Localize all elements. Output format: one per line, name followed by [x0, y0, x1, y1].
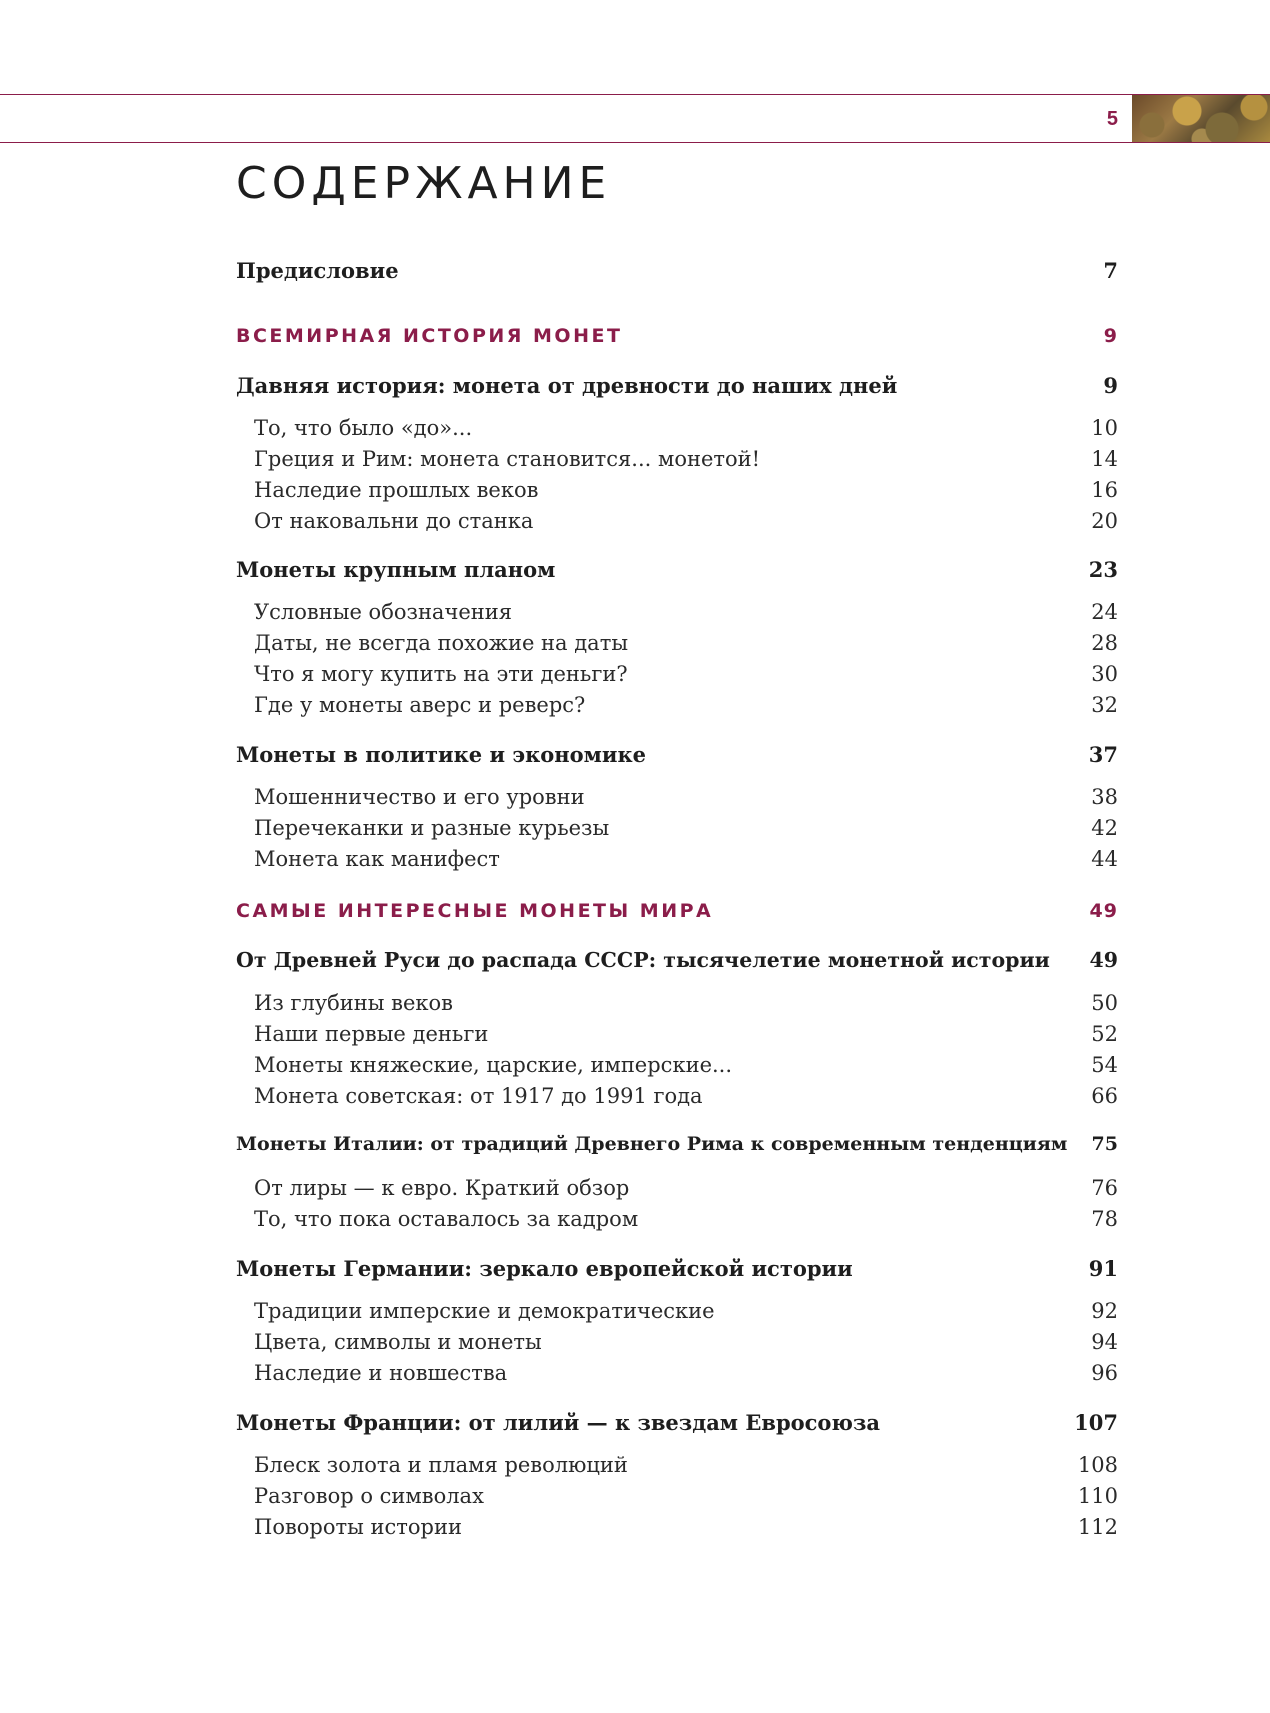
toc-section[interactable] — [236, 1330, 1118, 1360]
toc-section-label: Мошенничество и его уровни — [254, 785, 585, 809]
toc-section[interactable] — [236, 1053, 1118, 1083]
toc-chapter-label: От Древней Руси до распада СССР: тысячелетие монетной истории — [236, 948, 1050, 972]
toc-section-page: 78 — [1091, 1207, 1118, 1231]
toc-section-page: 112 — [1077, 1515, 1118, 1539]
toc-section-page: 38 — [1091, 785, 1118, 809]
toc-chapter-page: 91 — [1088, 1256, 1118, 1281]
toc-section-page: 28 — [1091, 631, 1118, 655]
toc-chapter-page: 9 — [1103, 373, 1118, 398]
page-title: СОДЕРЖАНИЕ — [236, 158, 612, 209]
toc-section-page: 30 — [1091, 662, 1118, 686]
toc-section-page: 44 — [1091, 847, 1118, 871]
toc-section-page: 96 — [1091, 1361, 1118, 1385]
toc-chapter-page: 23 — [1088, 557, 1118, 582]
toc-section[interactable] — [236, 816, 1118, 846]
toc-part-most-interesting[interactable] — [236, 900, 1118, 930]
toc-section-page: 52 — [1091, 1022, 1118, 1046]
toc-section[interactable] — [236, 478, 1118, 508]
toc-section-page: 20 — [1091, 509, 1118, 533]
toc-section-label: Греция и Рим: монета становится... монетой! — [254, 447, 761, 471]
toc-section-label: Наследие прошлых веков — [254, 478, 539, 502]
toc-section[interactable] — [236, 447, 1118, 477]
header-rule-bottom — [0, 142, 1270, 143]
toc-section[interactable] — [236, 1176, 1118, 1206]
toc-chapter[interactable] — [236, 1133, 1118, 1163]
toc-section-page: 14 — [1091, 447, 1118, 471]
toc-section[interactable] — [236, 1515, 1118, 1545]
toc-section[interactable] — [236, 1484, 1118, 1514]
toc-section-label: Из глубины веков — [254, 991, 454, 1015]
toc-section-label: Наследие и новшества — [254, 1361, 508, 1385]
toc-chapter-page: 75 — [1091, 1133, 1118, 1155]
toc-section-page: 66 — [1091, 1084, 1118, 1108]
toc-part-world-history[interactable] — [236, 325, 1118, 355]
toc-entry-page: 7 — [1103, 258, 1118, 283]
toc-part-label: САМЫЕ ИНТЕРЕСНЫЕ МОНЕТЫ МИРА — [236, 900, 714, 922]
toc-section-label: Наши первые деньги — [254, 1022, 489, 1046]
page-number: 5 — [1106, 108, 1118, 130]
toc-section-label: Повороты истории — [254, 1515, 462, 1539]
toc-chapter-page: 107 — [1074, 1410, 1118, 1435]
toc-section[interactable] — [236, 1207, 1118, 1237]
toc-section-label: Где у монеты аверс и реверс? — [254, 693, 586, 717]
header-rule-top — [0, 94, 1270, 95]
toc-part-label: ВСЕМИРНАЯ ИСТОРИЯ МОНЕТ — [236, 325, 623, 347]
toc-part-page: 49 — [1089, 900, 1118, 922]
toc-section-page: 50 — [1091, 991, 1118, 1015]
toc-section-page: 110 — [1077, 1484, 1118, 1508]
toc-section[interactable] — [236, 600, 1118, 630]
toc-section[interactable] — [236, 1084, 1118, 1114]
toc-section-label: Традиции имперские и демократические — [254, 1299, 715, 1323]
toc-section-page: 76 — [1091, 1176, 1118, 1200]
toc-section-page: 24 — [1091, 600, 1118, 624]
toc-section-label: Что я могу купить на эти деньги? — [254, 662, 628, 686]
toc-section-label: Разговор о символах — [254, 1484, 484, 1508]
toc-section[interactable] — [236, 1453, 1118, 1483]
toc-section[interactable] — [236, 509, 1118, 539]
toc-section-page: 92 — [1091, 1299, 1118, 1323]
toc-entry-preface[interactable] — [236, 258, 1118, 288]
toc-section[interactable] — [236, 631, 1118, 661]
toc-section-label: Монета советская: от 1917 до 1991 года — [254, 1084, 703, 1108]
toc-section-label: Монета как манифест — [254, 847, 500, 871]
toc-section-label: Условные обозначения — [254, 600, 513, 624]
toc-chapter[interactable] — [236, 742, 1118, 772]
coins-image — [1132, 95, 1270, 142]
toc-chapter-label: Монеты крупным планом — [236, 557, 556, 582]
toc-chapter[interactable] — [236, 1256, 1118, 1286]
toc-chapter[interactable] — [236, 557, 1118, 587]
toc-section[interactable] — [236, 693, 1118, 723]
toc-chapter-label: Монеты Франции: от лилий — к звездам Евросоюза — [236, 1410, 880, 1435]
toc-section-page: 42 — [1091, 816, 1118, 840]
toc-chapter[interactable] — [236, 373, 1118, 403]
toc-section-label: Перечеканки и разные курьезы — [254, 816, 610, 840]
toc-chapter-page: 49 — [1089, 948, 1118, 972]
toc-section-label: Монеты княжеские, царские, имперские... — [254, 1053, 733, 1077]
toc-section-label: Даты, не всегда похожие на даты — [254, 631, 629, 655]
toc-section-page: 32 — [1091, 693, 1118, 717]
toc-section-label: То, что пока оставалось за кадром — [254, 1207, 639, 1231]
toc-section-label: От лиры — к евро. Краткий обзор — [254, 1176, 630, 1200]
toc-section[interactable] — [236, 1361, 1118, 1391]
toc-section-page: 108 — [1077, 1453, 1118, 1477]
toc-section[interactable] — [236, 785, 1118, 815]
toc-section-label: То, что было «до»... — [254, 416, 473, 440]
toc-section[interactable] — [236, 416, 1118, 446]
toc-chapter[interactable] — [236, 948, 1118, 978]
toc-section[interactable] — [236, 847, 1118, 877]
toc-section-label: От наковальни до станка — [254, 509, 534, 533]
toc-section-page: 10 — [1091, 416, 1118, 440]
toc-section-page: 54 — [1091, 1053, 1118, 1077]
page-header — [0, 94, 1270, 143]
toc-section[interactable] — [236, 991, 1118, 1021]
toc-section-label: Блеск золота и пламя революций — [254, 1453, 628, 1477]
toc-section-label: Цвета, символы и монеты — [254, 1330, 542, 1354]
toc-section[interactable] — [236, 662, 1118, 692]
toc-section[interactable] — [236, 1022, 1118, 1052]
toc-chapter-label: Монеты Италии: от традиций Древнего Рима к современным тенденциям — [236, 1133, 1068, 1155]
toc-chapter[interactable] — [236, 1410, 1118, 1440]
toc-section[interactable] — [236, 1299, 1118, 1329]
toc-chapter-label: Монеты в политике и экономике — [236, 742, 647, 767]
toc-section-page: 16 — [1091, 478, 1118, 502]
toc-chapter-label: Давняя история: монета от древности до наших дней — [236, 373, 898, 398]
toc-entry-label: Предисловие — [236, 258, 399, 283]
toc-chapter-label: Монеты Германии: зеркало европейской истории — [236, 1256, 853, 1281]
toc-chapter-page: 37 — [1088, 742, 1118, 767]
toc-section-page: 94 — [1091, 1330, 1118, 1354]
toc-part-page: 9 — [1103, 325, 1118, 347]
